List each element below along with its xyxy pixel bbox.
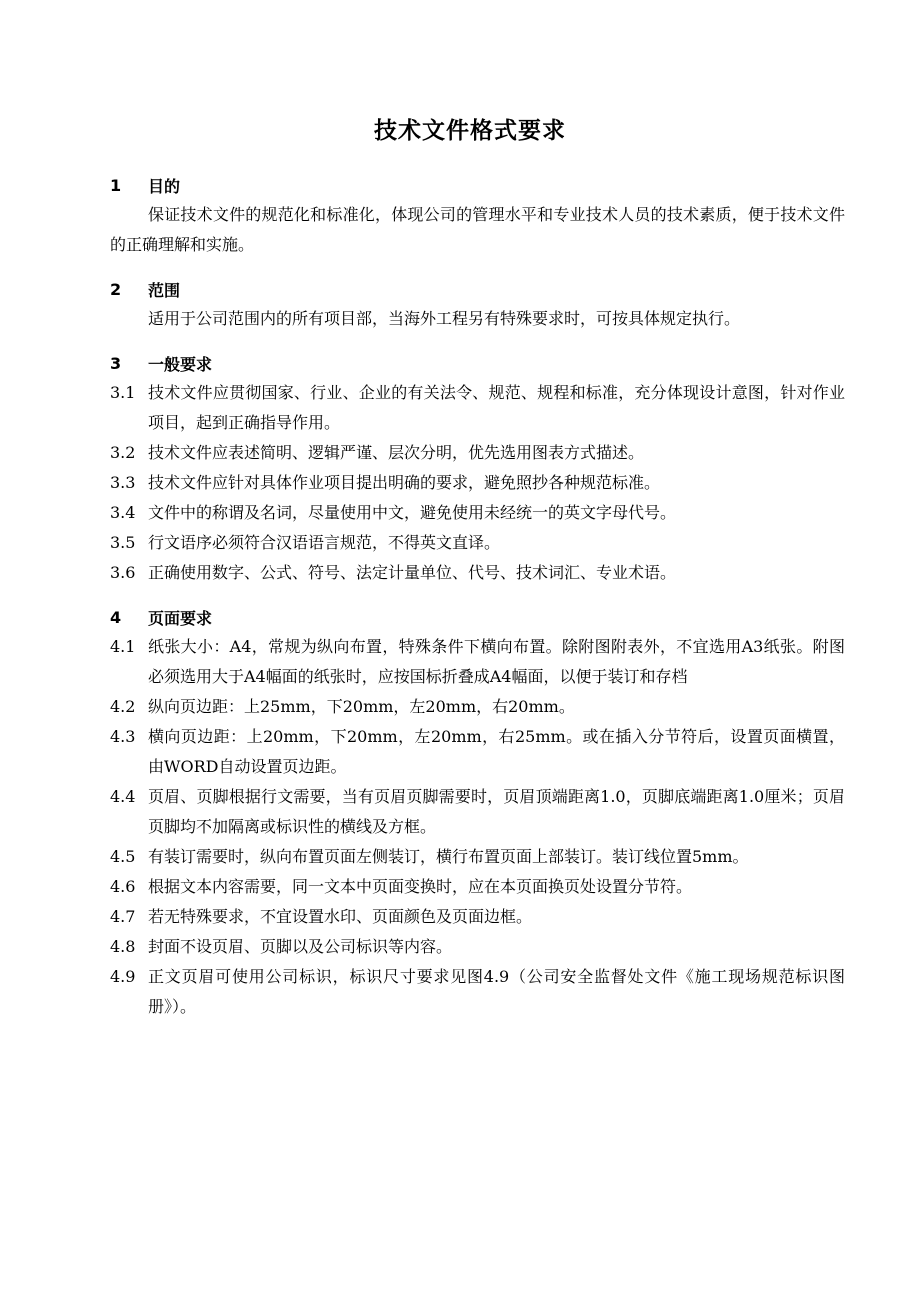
list-item (110, 692, 845, 722)
list-item (110, 962, 845, 1022)
section-title: 一般要求 (148, 354, 213, 374)
item-number: 3.4 (110, 503, 136, 522)
item-number: 4.6 (110, 877, 136, 896)
section-heading (110, 170, 845, 200)
item-number: 3.2 (110, 443, 136, 462)
item-number: 4.2 (110, 697, 136, 716)
item-text: 横向页边距：上20mm，下20mm，左20mm，右25mm。或在插入分节符后，设置页面横置，由WORD自动设置页边距。 (148, 727, 845, 776)
section-purpose (110, 170, 845, 260)
section-paragraph: 适用于公司范围内的所有项目部，当海外工程另有特殊要求时，可按具体规定执行。 (148, 309, 741, 328)
item-number: 3.3 (110, 473, 136, 492)
section-paragraph: 保证技术文件的规范化和标准化，体现公司的管理水平和专业技术人员的技术素质，便于技术文件的正确理解和实施。 (110, 205, 845, 254)
item-text: 纸张大小：A4，常规为纵向布置，特殊条件下横向布置。除附图附表外，不宜选用A3纸张。附图必须选用大于A4幅面的纸张时，应按国标折叠成A4幅面，以便于装订和存档 (148, 637, 845, 686)
document-body (110, 170, 845, 1022)
list-item (110, 932, 845, 962)
item-number: 4.3 (110, 727, 136, 746)
item-text: 文件中的称谓及名词，尽量使用中文，避免使用未经统一的英文字母代号。 (148, 503, 677, 522)
item-text: 行文语序必须符合汉语语言规范，不得英文直译。 (148, 533, 501, 552)
item-text: 技术文件应贯彻国家、行业、企业的有关法令、规范、规程和标准，充分体现设计意图，针对作业项目，起到正确指导作用。 (148, 383, 845, 432)
list-item (110, 468, 845, 498)
list-item (110, 782, 845, 842)
item-text: 正确使用数字、公式、符号、法定计量单位、代号、技术词汇、专业术语。 (148, 563, 677, 582)
section-number: 1 (110, 175, 122, 195)
list-item (110, 498, 845, 528)
document-title: 技术文件格式要求 (374, 118, 566, 144)
list-item (110, 558, 845, 588)
item-number: 4.1 (110, 637, 136, 656)
section-scope (110, 274, 845, 334)
section-number: 4 (110, 607, 122, 627)
list-item (110, 722, 845, 782)
item-number: 3.1 (110, 383, 136, 402)
item-number: 4.7 (110, 907, 136, 926)
item-number: 4.5 (110, 847, 136, 866)
section-title: 范围 (148, 280, 181, 300)
item-text: 有装订需要时，纵向布置页面左侧装订，横行布置页面上部装订。装订线位置5mm。 (148, 847, 749, 866)
item-text: 技术文件应针对具体作业项目提出明确的要求，避免照抄各种规范标准。 (148, 473, 661, 492)
section-number: 2 (110, 279, 122, 299)
section-title: 页面要求 (148, 608, 213, 628)
list-item (110, 842, 845, 872)
item-text: 若无特殊要求，不宜设置水印、页面颜色及页面边框。 (148, 907, 533, 926)
section-heading (110, 348, 845, 378)
item-number: 4.9 (110, 967, 136, 986)
item-text: 技术文件应表述简明、逻辑严谨、层次分明，优先选用图表方式描述。 (148, 443, 645, 462)
list-item (110, 378, 845, 438)
section-heading (110, 602, 845, 632)
section-page-requirements (110, 602, 845, 1022)
item-text: 根据文本内容需要，同一文本中页面变换时，应在本页面换页处设置分节符。 (148, 877, 693, 896)
list-item (110, 438, 845, 468)
list-item (110, 902, 845, 932)
section-general-requirements (110, 348, 845, 588)
section-number: 3 (110, 353, 122, 373)
section-title: 目的 (148, 176, 181, 196)
section-heading (110, 274, 845, 304)
item-text: 页眉、页脚根据行文需要，当有页眉页脚需要时，页眉顶端距离1.0，页脚底端距离1.0厘米；页眉页脚均不加隔离或标识性的横线及方框。 (148, 787, 845, 836)
item-number: 3.6 (110, 563, 136, 582)
item-number: 4.4 (110, 787, 136, 806)
item-text: 封面不设页眉、页脚以及公司标识等内容。 (148, 937, 453, 956)
item-number: 3.5 (110, 533, 136, 552)
list-item (110, 528, 845, 558)
item-number: 4.8 (110, 937, 136, 956)
list-item (110, 872, 845, 902)
item-text: 纵向页边距：上25mm，下20mm，左20mm，右20mm。 (148, 697, 575, 716)
item-text: 正文页眉可使用公司标识，标识尺寸要求见图4.9（公司安全监督处文件《施工现场规范标识图册》）。 (148, 967, 845, 1016)
list-item (110, 632, 845, 692)
